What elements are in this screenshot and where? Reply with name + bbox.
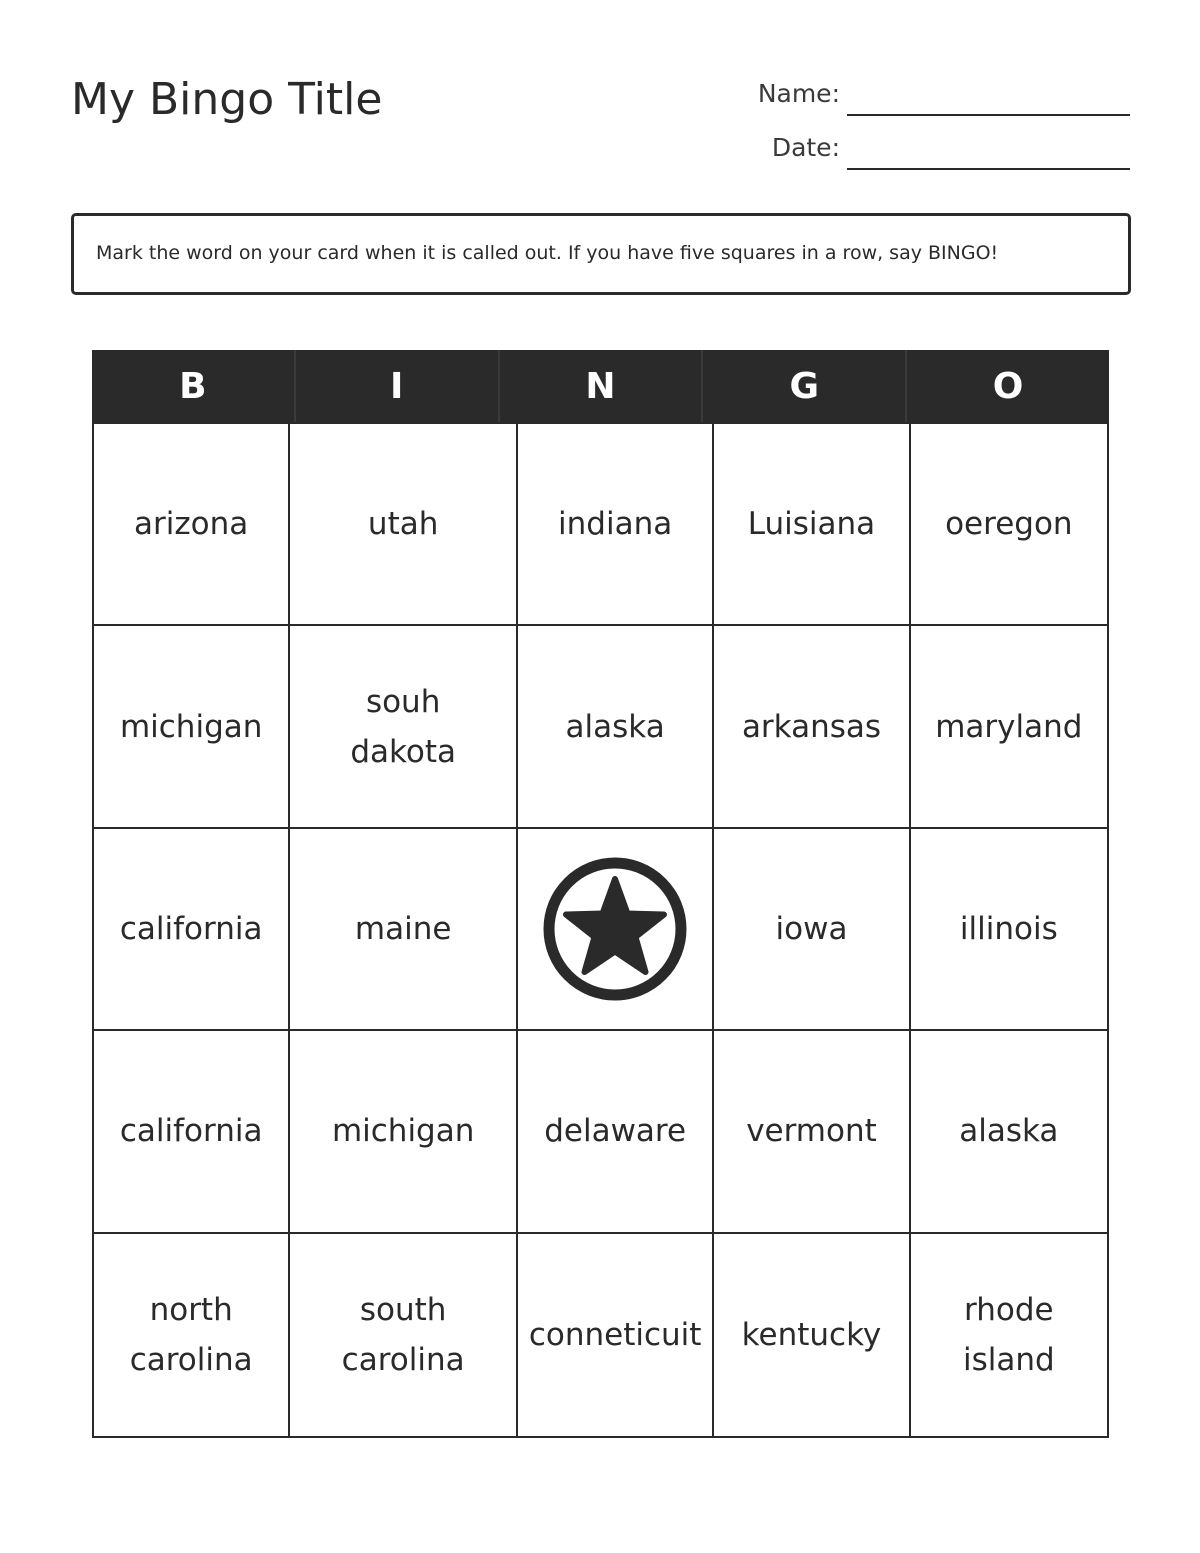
bingo-square[interactable]: souh dakota	[290, 626, 518, 828]
bingo-square[interactable]: alaska	[911, 1031, 1107, 1233]
bingo-square[interactable]: arkansas	[714, 626, 910, 828]
bingo-square[interactable]: south carolina	[290, 1234, 518, 1436]
bingo-grid	[92, 422, 1109, 1438]
bingo-square[interactable]: conneticuit	[518, 1234, 714, 1436]
bingo-square[interactable]: kentucky	[714, 1234, 910, 1436]
bingo-square[interactable]: michigan	[94, 626, 290, 828]
bingo-square[interactable]: north carolina	[94, 1234, 290, 1436]
bingo-square[interactable]: delaware	[518, 1031, 714, 1233]
name-field	[700, 80, 1130, 116]
bingo-square[interactable]: maine	[290, 829, 518, 1031]
bingo-square[interactable]: indiana	[518, 424, 714, 626]
header-letter-i: I	[296, 350, 500, 422]
bingo-square[interactable]: utah	[290, 424, 518, 626]
free-space[interactable]	[518, 829, 714, 1031]
date-field	[700, 134, 1130, 170]
header-letter-o: O	[992, 365, 1024, 407]
page-title: My Bingo Title	[71, 74, 383, 125]
header-letter-g: G	[703, 350, 907, 422]
header-letter-b: B	[92, 350, 296, 422]
bingo-square[interactable]: arizona	[94, 424, 290, 626]
date-label: Date:	[771, 133, 840, 162]
bingo-square[interactable]: alaska	[518, 626, 714, 828]
bingo-square[interactable]: iowa	[714, 829, 910, 1031]
bingo-square[interactable]: vermont	[714, 1031, 910, 1233]
name-label: Name:	[757, 79, 840, 108]
name-line[interactable]	[847, 114, 1130, 116]
bingo-square[interactable]: maryland	[911, 626, 1107, 828]
bingo-square[interactable]: Luisiana	[714, 424, 910, 626]
bingo-square[interactable]: california	[94, 1031, 290, 1233]
bingo-square[interactable]: california	[94, 829, 290, 1031]
instructions-text: Mark the word on your card when it is called out. If you have five squares in a row, say BINGO!	[96, 242, 999, 264]
bingo-square[interactable]: michigan	[290, 1031, 518, 1233]
instructions-box	[71, 213, 1131, 295]
header-letter-n: N	[500, 350, 704, 422]
bingo-square[interactable]: rhode island	[962, 1291, 1055, 1378]
bingo-square[interactable]: illinois	[911, 829, 1107, 1031]
date-line[interactable]	[847, 168, 1130, 170]
bingo-card	[92, 350, 1109, 1438]
bingo-square[interactable]: oeregon	[911, 424, 1107, 626]
star-in-circle-icon	[541, 855, 689, 1003]
bingo-header-row	[92, 350, 1109, 422]
